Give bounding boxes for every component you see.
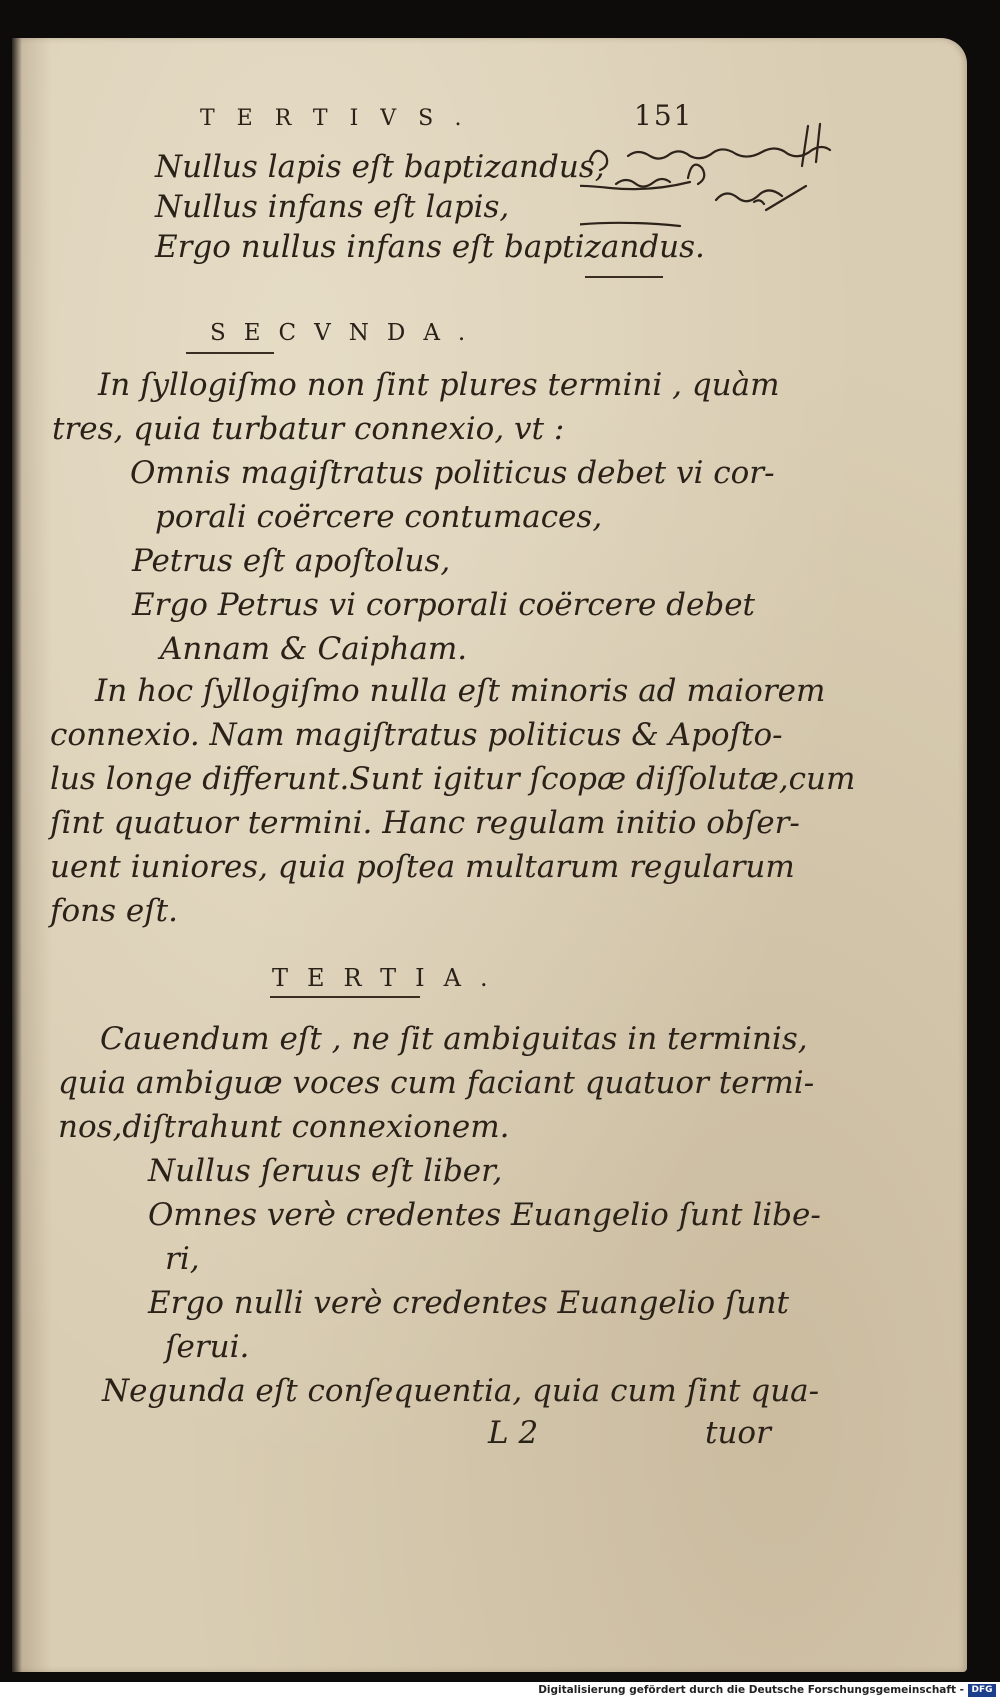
- secunda-example-line-5: Annam & Caipham.: [160, 631, 468, 667]
- running-title: TERTIVS.: [200, 106, 484, 131]
- tertia-example-line-4: Ergo nulli verè credentes Euangelio ſunt: [148, 1285, 789, 1321]
- catchword: tuor: [705, 1415, 771, 1451]
- underline-tertia: [270, 996, 420, 998]
- tertia-example-line-1: Nullus ſeruus eſt liber,: [148, 1153, 503, 1189]
- secunda-example-line-4: Ergo Petrus vi corporali coërcere debet: [132, 587, 755, 623]
- tertia-rule-line-1: Cauendum eſt , ne ſit ambiguitas in terminis,: [100, 1021, 808, 1057]
- secunda-example-line-3: Petrus eſt apoſtolus,: [132, 543, 451, 579]
- secunda-commentary-line-6: fons eſt.: [50, 893, 178, 929]
- page-number: 151: [634, 99, 694, 132]
- heading-tertia: TERTIA.: [272, 964, 507, 992]
- tertia-example-line-2: Omnes verè credentes Euangelio ſunt libe-: [148, 1197, 821, 1233]
- signature-mark: L 2: [488, 1415, 539, 1451]
- secunda-example-line-1: Omnis magiſtratus politicus debet vi cor-: [130, 455, 775, 491]
- secunda-commentary-line-3: lus longe differunt.Sunt igitur ſcopæ diſſolutæ,cum: [50, 761, 856, 797]
- tertia-commentary-line-1: Negunda eſt conſequentia, quia cum ſint qua-: [102, 1373, 820, 1409]
- tertia-rule-line-2: quia ambiguæ voces cum faciant quatuor termi-: [58, 1065, 815, 1101]
- tertia-example-line-5: ſerui.: [165, 1329, 250, 1365]
- dfg-logo: DFG: [968, 1684, 996, 1697]
- underline-baptizandus: [585, 276, 663, 278]
- tertia-rule-line-3: nos,diſtrahunt connexionem.: [58, 1109, 510, 1145]
- handwritten-annotation: [580, 120, 910, 240]
- example1-line-3: Ergo nullus infans eſt baptizandus.: [155, 229, 705, 265]
- example1-line-1: Nullus lapis eſt baptizandus,: [155, 149, 605, 185]
- secunda-commentary-line-2: connexio. Nam magiſtratus politicus & Apoſto-: [50, 717, 783, 753]
- page-gutter: [12, 38, 22, 1672]
- secunda-rule-line-2: tres, quia turbatur connexio, vt :: [52, 411, 565, 447]
- example1-line-2: Nullus infans eſt lapis,: [155, 189, 510, 225]
- tertia-example-line-3: ri,: [165, 1241, 200, 1277]
- secunda-rule-line-1: In ſyllogiſmo non ſint plures termini , quàm: [98, 367, 780, 403]
- heading-secunda: SECVNDA.: [210, 320, 484, 346]
- secunda-commentary-line-5: uent iuniores, quia poſtea multarum regularum: [50, 849, 795, 885]
- credit-text: Digitalisierung gefördert durch die Deutsche Forschungsgemeinschaft -: [538, 1684, 964, 1696]
- secunda-example-line-2: porali coërcere contumaces,: [155, 499, 603, 535]
- secunda-commentary-line-1: In hoc ſyllogiſmo nulla eſt minoris ad maiorem: [95, 673, 826, 709]
- secunda-commentary-line-4: ſint quatuor termini. Hanc regulam initio obſer-: [50, 805, 800, 841]
- underline-secunda: [186, 352, 274, 354]
- credit-bar: [0, 1682, 1000, 1700]
